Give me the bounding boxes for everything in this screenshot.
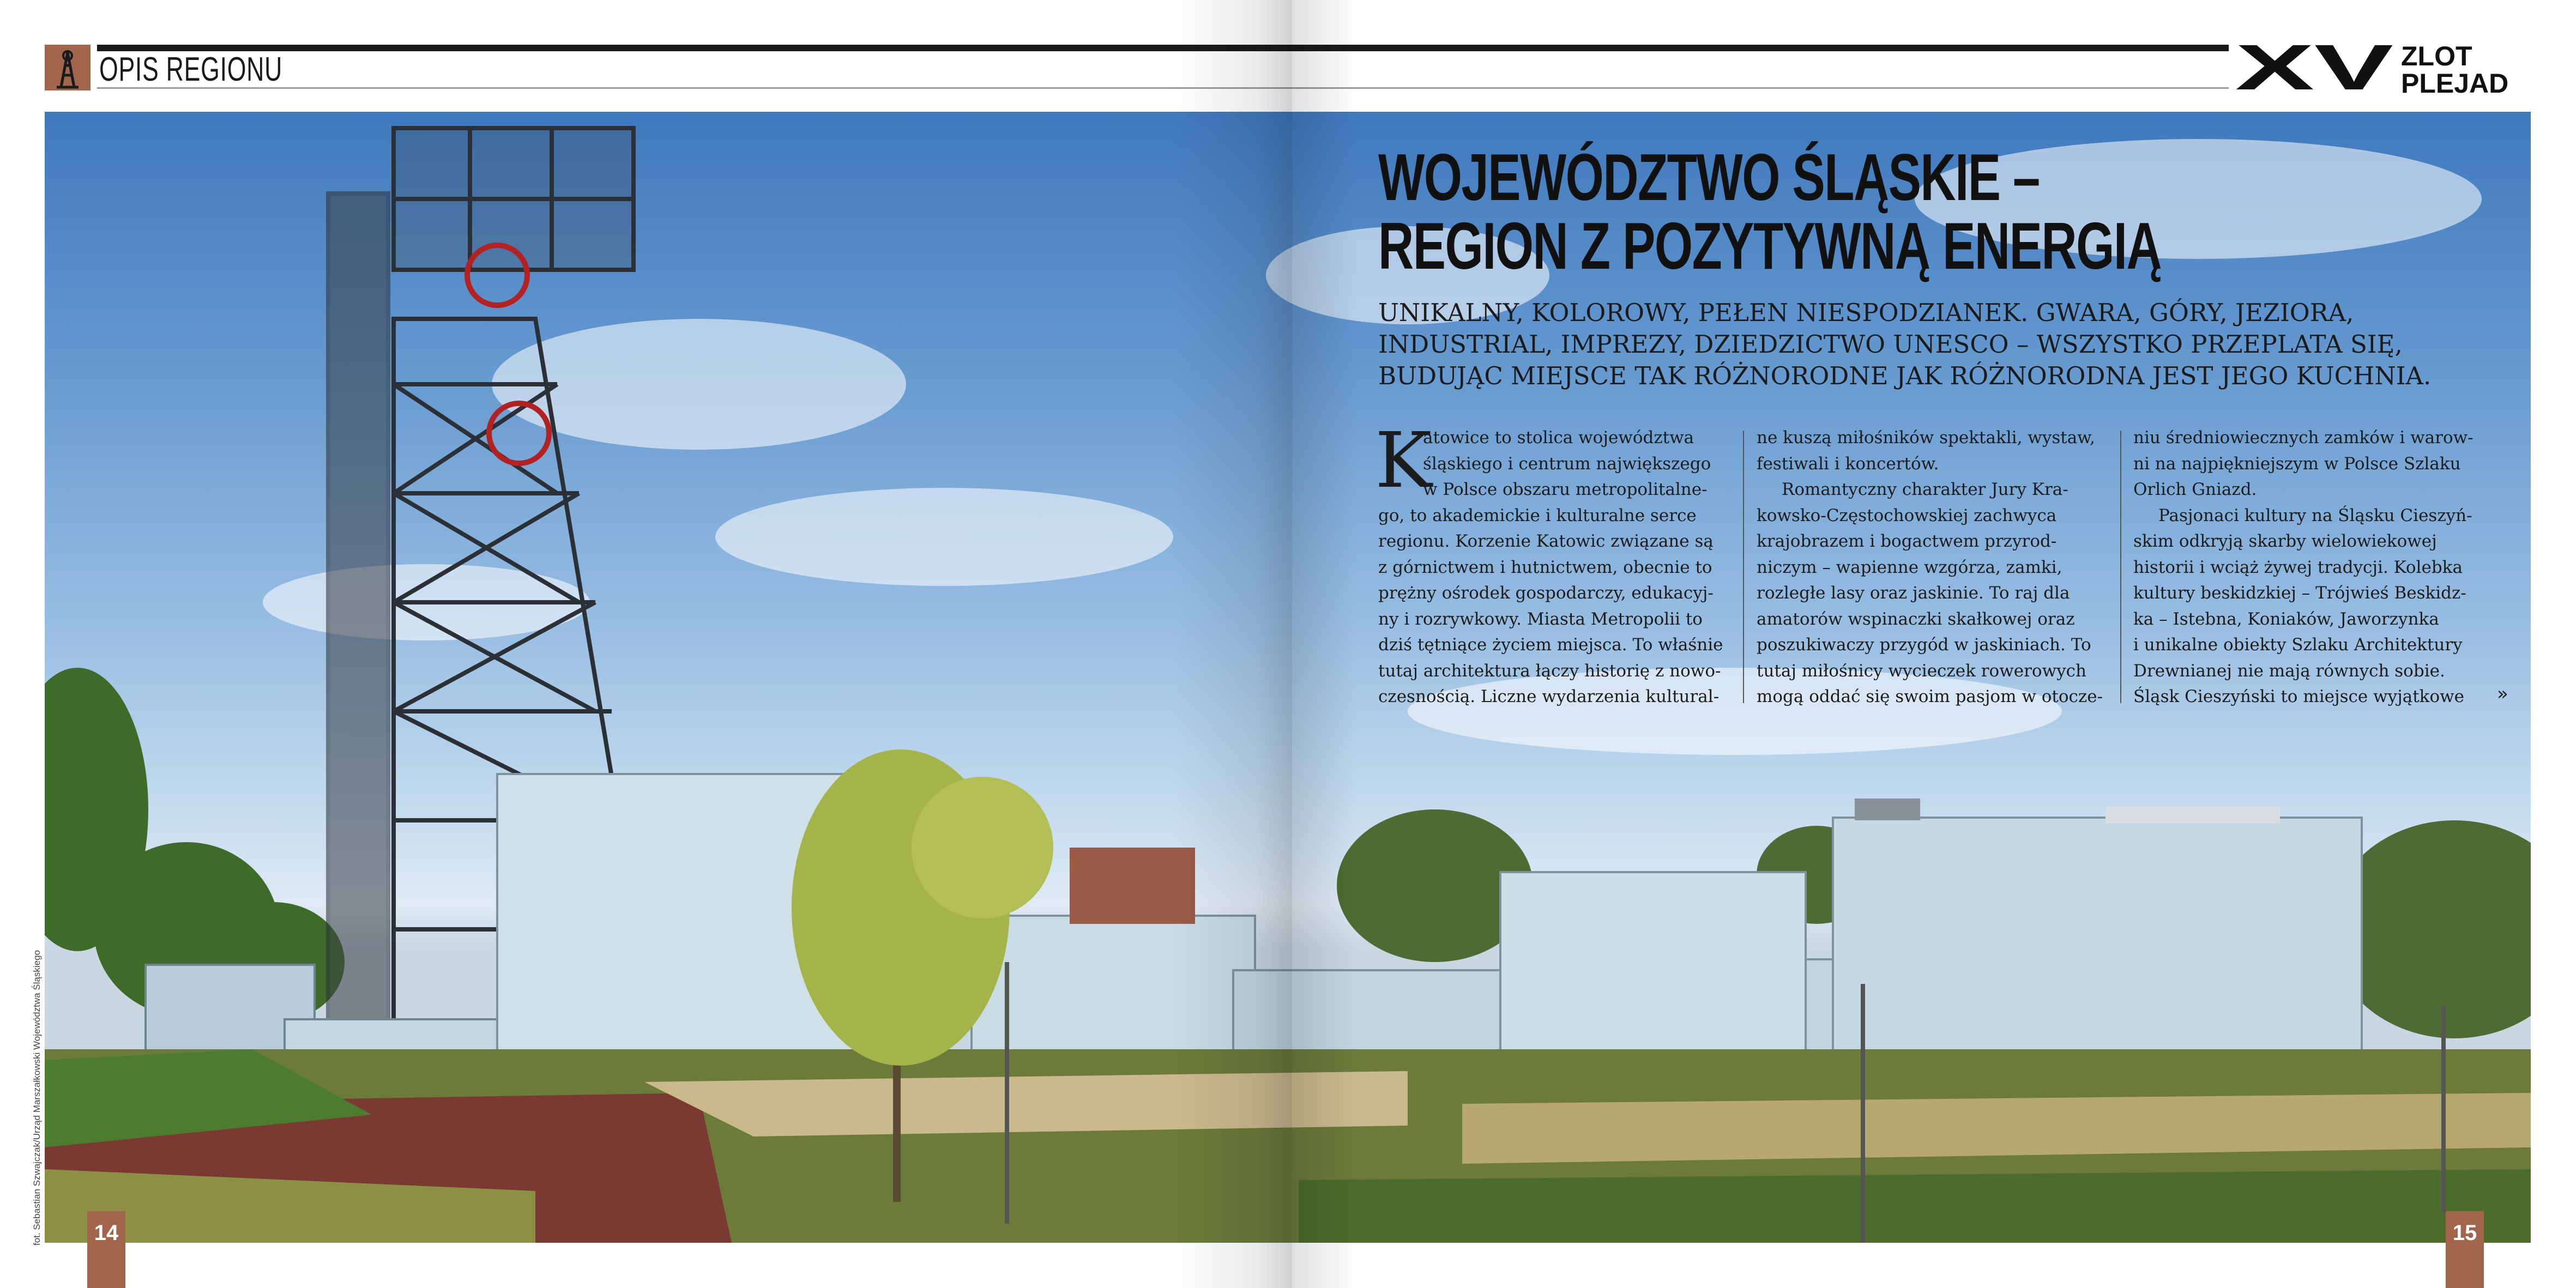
subhead-line: BUDUJĄC MIEJSCE TAK RÓŻNORODNE JAK RÓŻNORODNA JEST JEGO KUCHNIA. [1378, 361, 2432, 390]
zlot-plejad-logo [2235, 39, 2541, 99]
article-headline [1378, 140, 2162, 283]
body-line: ni na najpiękniejszym w Polsce Szlaku [2133, 453, 2461, 474]
header-rule-bottom [97, 87, 2229, 89]
logo-numeral: XV [2235, 39, 2393, 99]
body-line: festiwali i koncertów. [1757, 453, 1939, 474]
body-line: skim odkryją skarby wielowiekowej [2133, 531, 2437, 551]
body-line: prężny ośrodek gospodarczy, edukacyj- [1378, 583, 1714, 603]
body-line: historii i wciąż żywej tradycji. Kolebka [2133, 557, 2463, 577]
body-line: czesnością. Liczne wydarzenia kultural- [1378, 687, 1720, 706]
body-line: dziś tętniące życiem miejsca. To właśnie [1378, 635, 1723, 655]
section-label: OPIS REGIONU [99, 51, 283, 88]
logo-line2: PLEJAD [2401, 68, 2509, 99]
logo-line1: ZLOT [2401, 41, 2472, 71]
body-line: regionu. Korzenie Katowic związane są [1378, 531, 1714, 551]
header-rule-top [97, 45, 2229, 51]
body-line: rozległe lasy oraz jaskinie. To raj dla [1757, 583, 2070, 603]
mining-tower-icon [45, 45, 91, 90]
column-rule [1743, 431, 1744, 703]
headline-line-2: REGION Z POZYTYWNĄ ENERGIĄ [1378, 209, 2162, 283]
drop-cap: K [1375, 416, 1432, 505]
headline-line-1: WOJEWÓDZTWO ŚLĄSKIE – [1378, 140, 2040, 214]
column-rule [2120, 431, 2121, 703]
body-line: tutaj miłośnicy wycieczek rowerowych [1757, 661, 2086, 681]
body-column-2 [1757, 425, 2106, 710]
continue-arrow-icon: » [2497, 683, 2508, 705]
body-line: Drewnianej nie mają równych sobie. [2133, 661, 2445, 681]
page-number-left: 14 [87, 1211, 125, 1288]
body-line: w Polsce obszaru metropolitalne- [1423, 480, 1708, 499]
body-line: niu średniowiecznych zamków i warow- [2133, 428, 2474, 448]
body-line: ny i rozrywkowy. Miasta Metropolii to [1378, 609, 1703, 629]
body-line: atowice to stolica województwa [1423, 428, 1694, 448]
body-line: krajobrazem i bogactwem przyrod- [1757, 531, 2057, 551]
page-number-right: 15 [2446, 1211, 2484, 1288]
subhead-line: UNIKALNY, KOLOROWY, PEŁEN NIESPODZIANEK. GWARA, GÓRY, JEZIORA, [1378, 298, 2354, 327]
body-line: kultury beskidzkiej – Trójwieś Beskidz- [2133, 583, 2466, 603]
article-subhead [1378, 297, 2432, 392]
subhead-line: INDUSTRIAL, IMPREZY, DZIEDZICTWO UNESCO – WSZYSTKO PRZEPLATA SIĘ, [1378, 330, 2403, 359]
body-line: Śląsk Cieszyński to miejsce wyjątkowe [2133, 687, 2464, 706]
grounds [45, 1049, 2531, 1243]
body-line: ka – Istebna, Koniaków, Jaworzynka [2133, 609, 2439, 629]
body-column-1 [1378, 425, 1727, 710]
body-line: Romantyczny charakter Jury Kra- [1782, 480, 2068, 499]
body-line: kowsko-Częstochowskiej zachwyca [1757, 505, 2057, 525]
body-line: i unikalne obiekty Szlaku Architektury [2133, 635, 2463, 655]
body-column-3 [2133, 425, 2493, 710]
body-line: śląskiego i centrum największego [1423, 453, 1711, 474]
body-line: ne kuszą miłośników spektakli, wystaw, [1757, 428, 2095, 448]
body-line: Orlich Gniazd. [2133, 480, 2257, 499]
body-line: mogą oddać się swoim pasjom w otocze- [1757, 687, 2103, 706]
body-line: go, to akademickie i kulturalne serce [1378, 505, 1697, 525]
body-line: niczym – wapienne wzgórza, zamki, [1757, 557, 2062, 577]
photo-credit: fot. Sebastian Szwajczak/Urząd Marszałkowski Województwa Śląskiego [32, 950, 42, 1245]
body-line: z górnictwem i hutnictwem, obecnie to [1378, 557, 1712, 577]
body-line: poszukiwaczy przygód w jaskiniach. To [1757, 635, 2091, 655]
body-line: amatorów wspinaczki skałkowej oraz [1757, 609, 2075, 629]
body-line: Pasjonaci kultury na Śląsku Cieszyń- [2158, 505, 2472, 525]
body-line: tutaj architektura łączy historię z nowo- [1378, 661, 1721, 681]
